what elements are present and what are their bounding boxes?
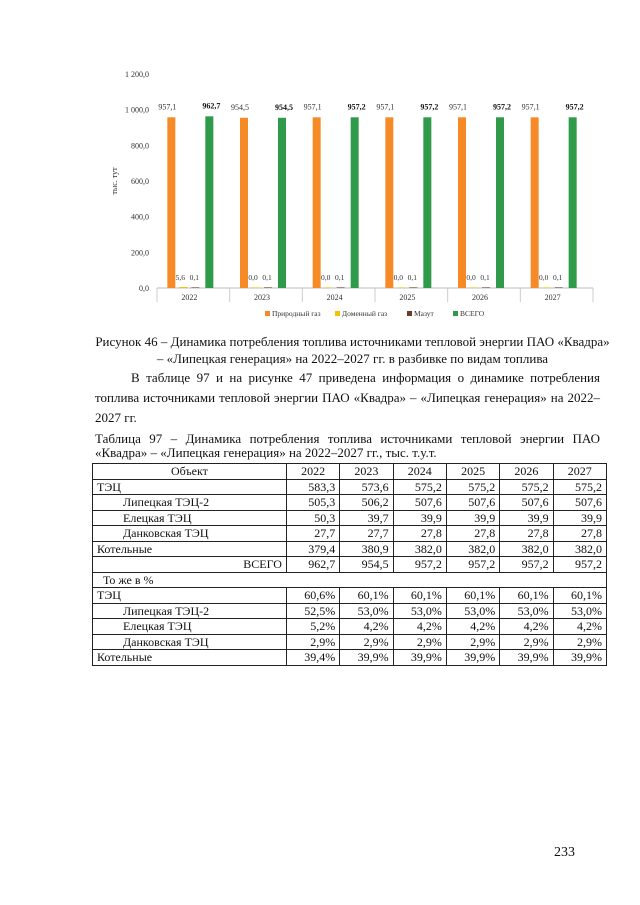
row-name: Котельные [93,541,287,557]
cell-value: 52,5% [286,603,339,619]
cell-value: 2,9% [286,634,339,650]
cell-value: 53,0% [553,603,606,619]
cell-value: 962,7 [286,557,339,573]
table-row [93,510,607,526]
data-label: 0,1 [334,273,345,282]
cell-value: 2,9% [500,634,553,650]
row-name: ВСЕГО [93,557,287,573]
bar-3 [409,287,417,288]
data-label: 954,5 [275,102,293,112]
bar-4 [423,117,431,288]
data-label: 0,0 [248,273,258,282]
cell-value: 380,9 [340,541,393,557]
cell-value: 575,2 [446,479,499,495]
bar-2 [252,287,260,288]
legend-swatch [453,311,458,316]
row-name: Котельные [93,650,287,666]
table-row [93,603,607,619]
fuel-consumption-chart [95,58,600,330]
cell-value: 506,2 [340,495,393,511]
bar-1 [313,117,321,288]
legend-label: ВСЕГО [460,309,485,318]
data-label: 957,2 [565,102,584,112]
x-tick-label: 2025 [399,293,416,302]
cell-value: 60,1% [340,588,393,604]
cell-value: 957,2 [393,557,446,573]
data-label: 0,0 [320,273,331,282]
table-row [93,557,607,573]
section-label: То же в % [93,572,607,588]
legend-label: Мазут [414,309,434,318]
header-object: Объект [93,464,287,480]
header-year: 2025 [446,464,499,480]
data-label: 0,1 [552,273,563,282]
x-tick-label: 2022 [181,293,198,302]
cell-value: 53,0% [500,603,553,619]
cell-value: 27,8 [446,526,499,542]
page-number: 233 [554,845,575,860]
cell-value: 2,9% [446,634,499,650]
row-name: Елецкая ТЭЦ [93,510,287,526]
table-row [93,541,607,557]
cell-value: 575,2 [553,479,606,495]
cell-value: 4,2% [446,619,499,635]
bar-4 [496,117,504,288]
table-title: Таблица 97 – Динамика потребления топлива источниками тепловой энергии ПАО «Квадра» – «Липецкая генерация» на 2022–2027 гг., тыс. т.у.т. [95,431,600,460]
bar-1 [385,117,393,288]
bar-2 [325,287,333,288]
cell-value: 382,0 [446,541,499,557]
bar-3 [337,287,345,288]
cell-value: 53,0% [393,603,446,619]
cell-value: 39,9 [553,510,606,526]
row-name: Данковская ТЭЦ [93,634,287,650]
bar-3 [264,287,272,288]
data-label: 0,1 [189,273,200,282]
header-year: 2022 [286,464,339,480]
table-row [93,479,607,495]
data-label: 957,1 [521,102,540,112]
table-section-row [93,572,607,588]
table-header-row [93,464,607,480]
cell-value: 39,9% [393,650,446,666]
data-label: 957,1 [449,102,467,112]
row-name: Липецкая ТЭЦ-2 [93,495,287,511]
bar-1 [531,117,539,288]
cell-value: 5,2% [286,619,339,635]
x-tick-label: 2026 [472,293,488,302]
cell-value: 60,1% [553,588,606,604]
data-label: 957,1 [158,102,177,112]
cell-value: 53,0% [446,603,499,619]
table-row [93,619,607,635]
header-year: 2024 [393,464,446,480]
cell-value: 4,2% [393,619,446,635]
y-tick-label: 0,0 [139,284,149,293]
legend-swatch [335,311,340,316]
data-label: 954,5 [231,102,249,112]
cell-value: 573,6 [340,479,393,495]
row-name: ТЭЦ [93,588,287,604]
data-label: 0,0 [393,273,404,282]
cell-value: 39,9% [553,650,606,666]
bar-1 [458,117,466,288]
cell-value: 60,6% [286,588,339,604]
data-label: 962,7 [202,101,221,111]
cell-value: 4,2% [553,619,606,635]
bar-2 [179,287,187,288]
bar-2 [397,287,405,288]
cell-value: 575,2 [393,479,446,495]
x-tick-label: 2027 [544,293,561,302]
cell-value: 39,4% [286,650,339,666]
cell-value: 957,2 [553,557,606,573]
cell-value: 4,2% [500,619,553,635]
table-row [93,634,607,650]
data-label: 0,0 [538,273,549,282]
bar-4 [205,116,213,288]
data-label: 957,1 [303,102,322,112]
cell-value: 39,9 [446,510,499,526]
data-label: 957,2 [347,102,366,112]
bar-1 [240,118,248,288]
data-label: 5,6 [175,273,186,282]
legend-swatch [265,311,270,316]
data-label: 957,2 [420,102,439,112]
data-label: 0,1 [407,273,418,282]
table-row [93,495,607,511]
row-name: Елецкая ТЭЦ [93,619,287,635]
cell-value: 27,8 [393,526,446,542]
bar-1 [167,117,175,288]
table-row [93,588,607,604]
figure-caption: Рисунок 46 – Динамика потребления топлива источниками тепловой энергии ПАО «Квадра» – «Липецкая генерация» на 2022–2027 гг. в разбивке по видам топлива [95,334,610,366]
bar-2 [470,287,478,288]
cell-value: 39,9 [393,510,446,526]
cell-value: 583,3 [286,479,339,495]
cell-value: 507,6 [446,495,499,511]
cell-value: 505,3 [286,495,339,511]
cell-value: 2,9% [393,634,446,650]
cell-value: 957,2 [446,557,499,573]
legend-label: Природный газ [272,309,321,318]
cell-value: 379,4 [286,541,339,557]
cell-value: 382,0 [553,541,606,557]
data-label: 957,1 [376,102,395,112]
bar-3 [191,287,199,288]
cell-value: 2,9% [340,634,393,650]
legend-label: Доменный газ [342,309,388,318]
cell-value: 507,6 [393,495,446,511]
bar-2 [543,287,551,288]
data-label: 957,2 [493,102,511,112]
data-label: 0,1 [262,273,272,282]
row-name: ТЭЦ [93,479,287,495]
y-tick-label: 400,0 [131,212,149,222]
bar-4 [278,118,286,288]
cell-value: 50,3 [286,510,339,526]
cell-value: 60,1% [500,588,553,604]
header-year: 2026 [500,464,553,480]
cell-value: 60,1% [446,588,499,604]
y-axis-label: тыс. тут [110,167,119,195]
cell-value: 60,1% [393,588,446,604]
cell-value: 4,2% [340,619,393,635]
cell-value: 507,6 [500,495,553,511]
cell-value: 27,8 [553,526,606,542]
cell-value: 957,2 [500,557,553,573]
cell-value: 382,0 [500,541,553,557]
table-row [93,650,607,666]
fuel-table [92,463,607,666]
y-tick-label: 800,0 [131,141,149,151]
row-name: Липецкая ТЭЦ-2 [93,603,287,619]
x-tick-label: 2024 [326,293,343,302]
y-tick-label: 1 000,0 [125,105,149,115]
data-label: 0,1 [480,273,490,282]
cell-value: 39,9% [446,650,499,666]
cell-value: 39,7 [340,510,393,526]
row-name: Данковская ТЭЦ [93,526,287,542]
data-label: 0,0 [466,273,476,282]
cell-value: 954,5 [340,557,393,573]
cell-value: 2,9% [553,634,606,650]
cell-value: 39,9% [340,650,393,666]
cell-value: 27,8 [500,526,553,542]
bar-3 [555,287,563,288]
y-tick-label: 600,0 [131,177,149,186]
x-tick-label: 2023 [254,293,270,302]
bar-3 [482,287,490,288]
cell-value: 27,7 [286,526,339,542]
cell-value: 382,0 [393,541,446,557]
body-paragraph: В таблице 97 и на рисунке 47 приведена информация о динамике потребления топлива источниками тепловой энергии ПАО «Квадра» – «Липецкая генерация» на 2022–2027 гг. [95,370,600,425]
table-row [93,526,607,542]
header-year: 2027 [553,464,606,480]
bar-4 [569,117,577,288]
legend-swatch [407,311,412,316]
cell-value: 507,6 [553,495,606,511]
cell-value: 27,7 [340,526,393,542]
header-year: 2023 [340,464,393,480]
y-tick-label: 200,0 [131,248,149,258]
y-tick-label: 1 200,0 [125,70,149,79]
bar-4 [351,117,359,288]
cell-value: 39,9% [500,650,553,666]
cell-value: 53,0% [340,603,393,619]
cell-value: 575,2 [500,479,553,495]
cell-value: 39,9 [500,510,553,526]
